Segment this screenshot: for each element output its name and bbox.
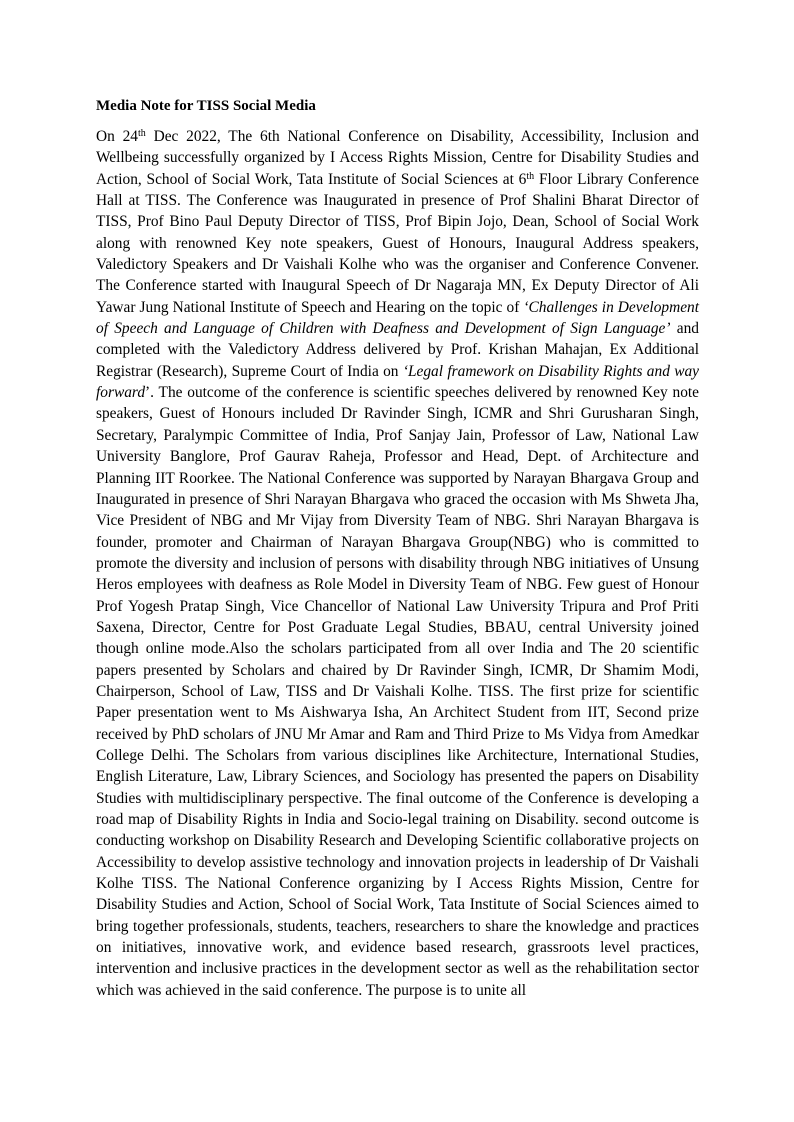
text-run: On 24 xyxy=(96,128,138,145)
document-title: Media Note for TISS Social Media xyxy=(96,98,316,114)
text-run: Floor Library Conference Hall at TISS. The Conference was Inaugurated in presence of Prof Shalini Bharat Director of TISS, Prof Bino Paul Deputy Director of TISS, Prof Bipin Jojo, Dean, School of Social Work along with renowned Key note speakers, Guest of Honours, Inaugural Address speakers, Valedictory Speakers and Dr Vaishali Kolhe who was the organiser and Conference Convener. The Conference started with Inaugural Speech of Dr Nagaraja MN, Ex Deputy Director of Ali Yawar Jung National Institute of Speech and Hearing on the topic of xyxy=(96,170,699,316)
text-run: Dec 2022, The 6th National Conference on Disability, Accessibility, Inclusion and Wellbeing successfully organized by I Access Rights Mission, Centre for Disability Studies and Action, School of Social Work, Tata Institute of Social Sciences at 6 xyxy=(96,128,699,188)
body-paragraph xyxy=(96,126,699,1001)
superscript-ordinal: th xyxy=(138,128,146,139)
valedictory-topic-italic: ‘Legal framework on Disability Rights and way forward xyxy=(96,362,700,402)
superscript-ordinal: th xyxy=(526,170,535,182)
text-run: and completed with the Valedictory Address delivered by Prof. Krishan Mahajan, Ex Additional Registrar (Research), Supreme Court of India on xyxy=(96,320,699,380)
text-run: ’. The outcome of the conference is scientific speeches delivered by renowned Key note speakers, Guest of Honours included Dr Ravinder Singh, ICMR and Shri Gurusharan Singh, Secretary, Paralympic Committee of India, Prof Sanjay Jain, Professor of Law, National Law University Banglore, Prof Gaurav Raheja, Professor and Head, Dept. of Architecture and Planning IIT Roorkee. The National Conference was supported by Narayan Bhargava Group and Inaugurated in presence of Shri Narayan Bhargava who graced the occasion with Ms Shweta Jha, Vice President of NBG and Mr Vijay from Diversity Team of NBG. Shri Narayan Bhargava is founder, promoter and Chairman of Narayan Bhargava Group(NBG) who is committed to promote the diversity and inclusion of persons with disability through NBG initiatives of Unsung Heros employees with deafness as Role Model in Diversity Team of NBG. Few guest of Honour Prof Yogesh Pratap Singh, Vice Chancellor of National Law University Tripura and Prof Priti Saxena, Director, Centre for Post Graduate Legal Studies, BBAU, central University joined though online mode.Also the scholars participated from all over India and The 20 scientific papers presented by Scholars and chaired by Dr Ravinder Singh, ICMR, Dr Shamim Modi, Chairperson, School of Law, TISS and Dr Vaishali Kolhe. TISS. The first prize for scientific Paper presentation went to Ms Aishwarya Isha, An Architect Student from IIT, Second prize received by PhD scholars of JNU Mr Amar and Ram and Third Prize to Ms Vidya from Amedkar College Delhi. The Scholars from various disciplines like Architecture, International Studies, English Literature, Law, Library Sciences, and Sociology has presented the papers on Disability Studies with multidisciplinary perspective. The final outcome of the Conference is developing a road map of Disability Rights in India and Socio-legal training on Disability. second outcome is conducting workshop on Disability Research and Developing Scientific collaborative projects on Accessibility to develop assistive technology and innovation projects in leadership of Dr Vaishali Kolhe TISS. The National Conference organizing by I Access Rights Mission, Centre for Disability Studies and Action, School of Social Work, Tata Institute of Social Sciences aimed to bring together professionals, students, teachers, researchers to share the knowledge and practices on initiatives, innovative work, and evidence based research, grassroots level practices, intervention and inclusive practices in the development sector as well as the rehabilitation sector which was achieved in the said conference. The purpose is to unite all xyxy=(96,384,699,999)
speech-topic-italic: ‘Challenges in Development of Speech and Language of Children with Deafness and Development of Sign Language’ xyxy=(96,298,700,338)
document-page xyxy=(96,96,699,1001)
